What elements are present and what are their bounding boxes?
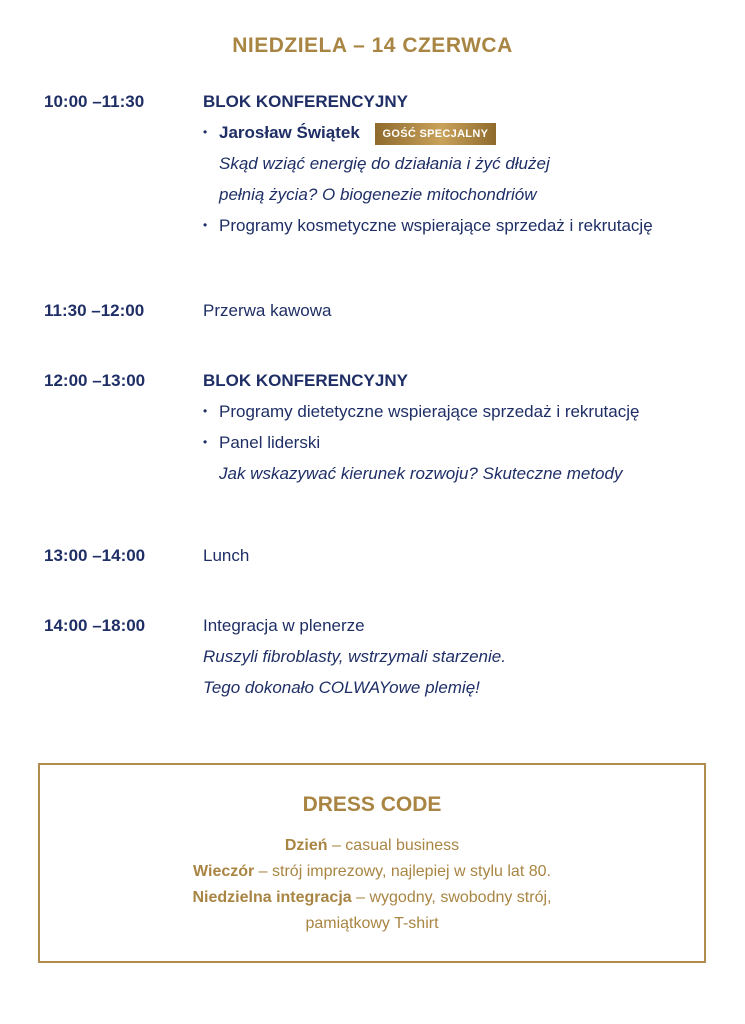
list-item-text: Programy kosmetyczne wspierające sprzedaż i rekrutację xyxy=(219,216,653,235)
time-label: 10:00 –11:30 xyxy=(44,92,145,111)
dress-code-sunday-cont: pamiątkowy T-shirt xyxy=(305,915,439,932)
dress-code-label: Wieczór xyxy=(193,863,255,880)
tagline-line: Ruszyli fibroblasty, wstrzymali starzenie. xyxy=(203,647,506,666)
list-item xyxy=(203,427,723,458)
list-item-text: Programy dietetyczne wspierające sprzedaż i rekrutację xyxy=(219,402,640,421)
block-text: Integracja w plenerze xyxy=(203,616,365,635)
time-label: 14:00 –18:00 xyxy=(44,616,146,635)
block-text: Przerwa kawowa xyxy=(203,301,332,320)
speaker-name: Jarosław Świątek xyxy=(219,123,360,142)
dress-code-box xyxy=(38,763,706,963)
bullet-icon: • xyxy=(203,404,208,418)
special-guest-badge: GOŚĆ SPECJALNY xyxy=(375,123,497,145)
topic-line: pełnią życia? O biogenezie mitochondriów xyxy=(219,185,537,204)
block-content xyxy=(203,365,723,489)
dress-code-text: – casual business xyxy=(327,837,460,854)
block-content xyxy=(203,295,723,326)
list-item-text: Panel liderski xyxy=(219,433,321,452)
dress-code-label: Niedzielna integracja xyxy=(192,889,352,906)
dress-code-text: – strój imprezowy, najlepiej w stylu lat 80. xyxy=(254,863,551,880)
block-heading: BLOK KONFERENCYJNY xyxy=(203,371,408,390)
topic-line: Jak wskazywać kierunek rozwoju? Skuteczne metody xyxy=(219,464,623,483)
topic-line: Skąd wziąć energię do działania i żyć dłużej xyxy=(219,154,550,173)
bullet-icon: • xyxy=(203,218,208,232)
time-label: 11:30 –12:00 xyxy=(44,301,145,320)
dress-code-text: – wygodny, swobodny strój, xyxy=(351,889,552,906)
list-item xyxy=(203,210,723,241)
time-label: 12:00 –13:00 xyxy=(44,371,146,390)
dress-code-day xyxy=(40,833,704,859)
list-item xyxy=(203,396,723,427)
block-content xyxy=(203,610,723,703)
list-item xyxy=(203,117,723,148)
dress-code-label: Dzień xyxy=(284,837,328,854)
block-content xyxy=(203,540,723,571)
time-label: 13:00 –14:00 xyxy=(44,546,146,565)
dress-code-title: DRESS CODE xyxy=(302,793,442,816)
page-title: NIEDZIELA – 14 CZERWCA xyxy=(232,34,513,57)
bullet-icon: • xyxy=(203,435,208,449)
block-content xyxy=(203,86,723,241)
tagline-line: Tego dokonało COLWAYowe plemię! xyxy=(203,678,480,697)
bullet-icon: • xyxy=(203,125,208,139)
block-heading: BLOK KONFERENCYJNY xyxy=(203,92,408,111)
dress-code-lines xyxy=(40,833,704,937)
dress-code-sunday xyxy=(40,885,704,911)
dress-code-evening xyxy=(40,859,704,885)
block-text: Lunch xyxy=(203,546,250,565)
